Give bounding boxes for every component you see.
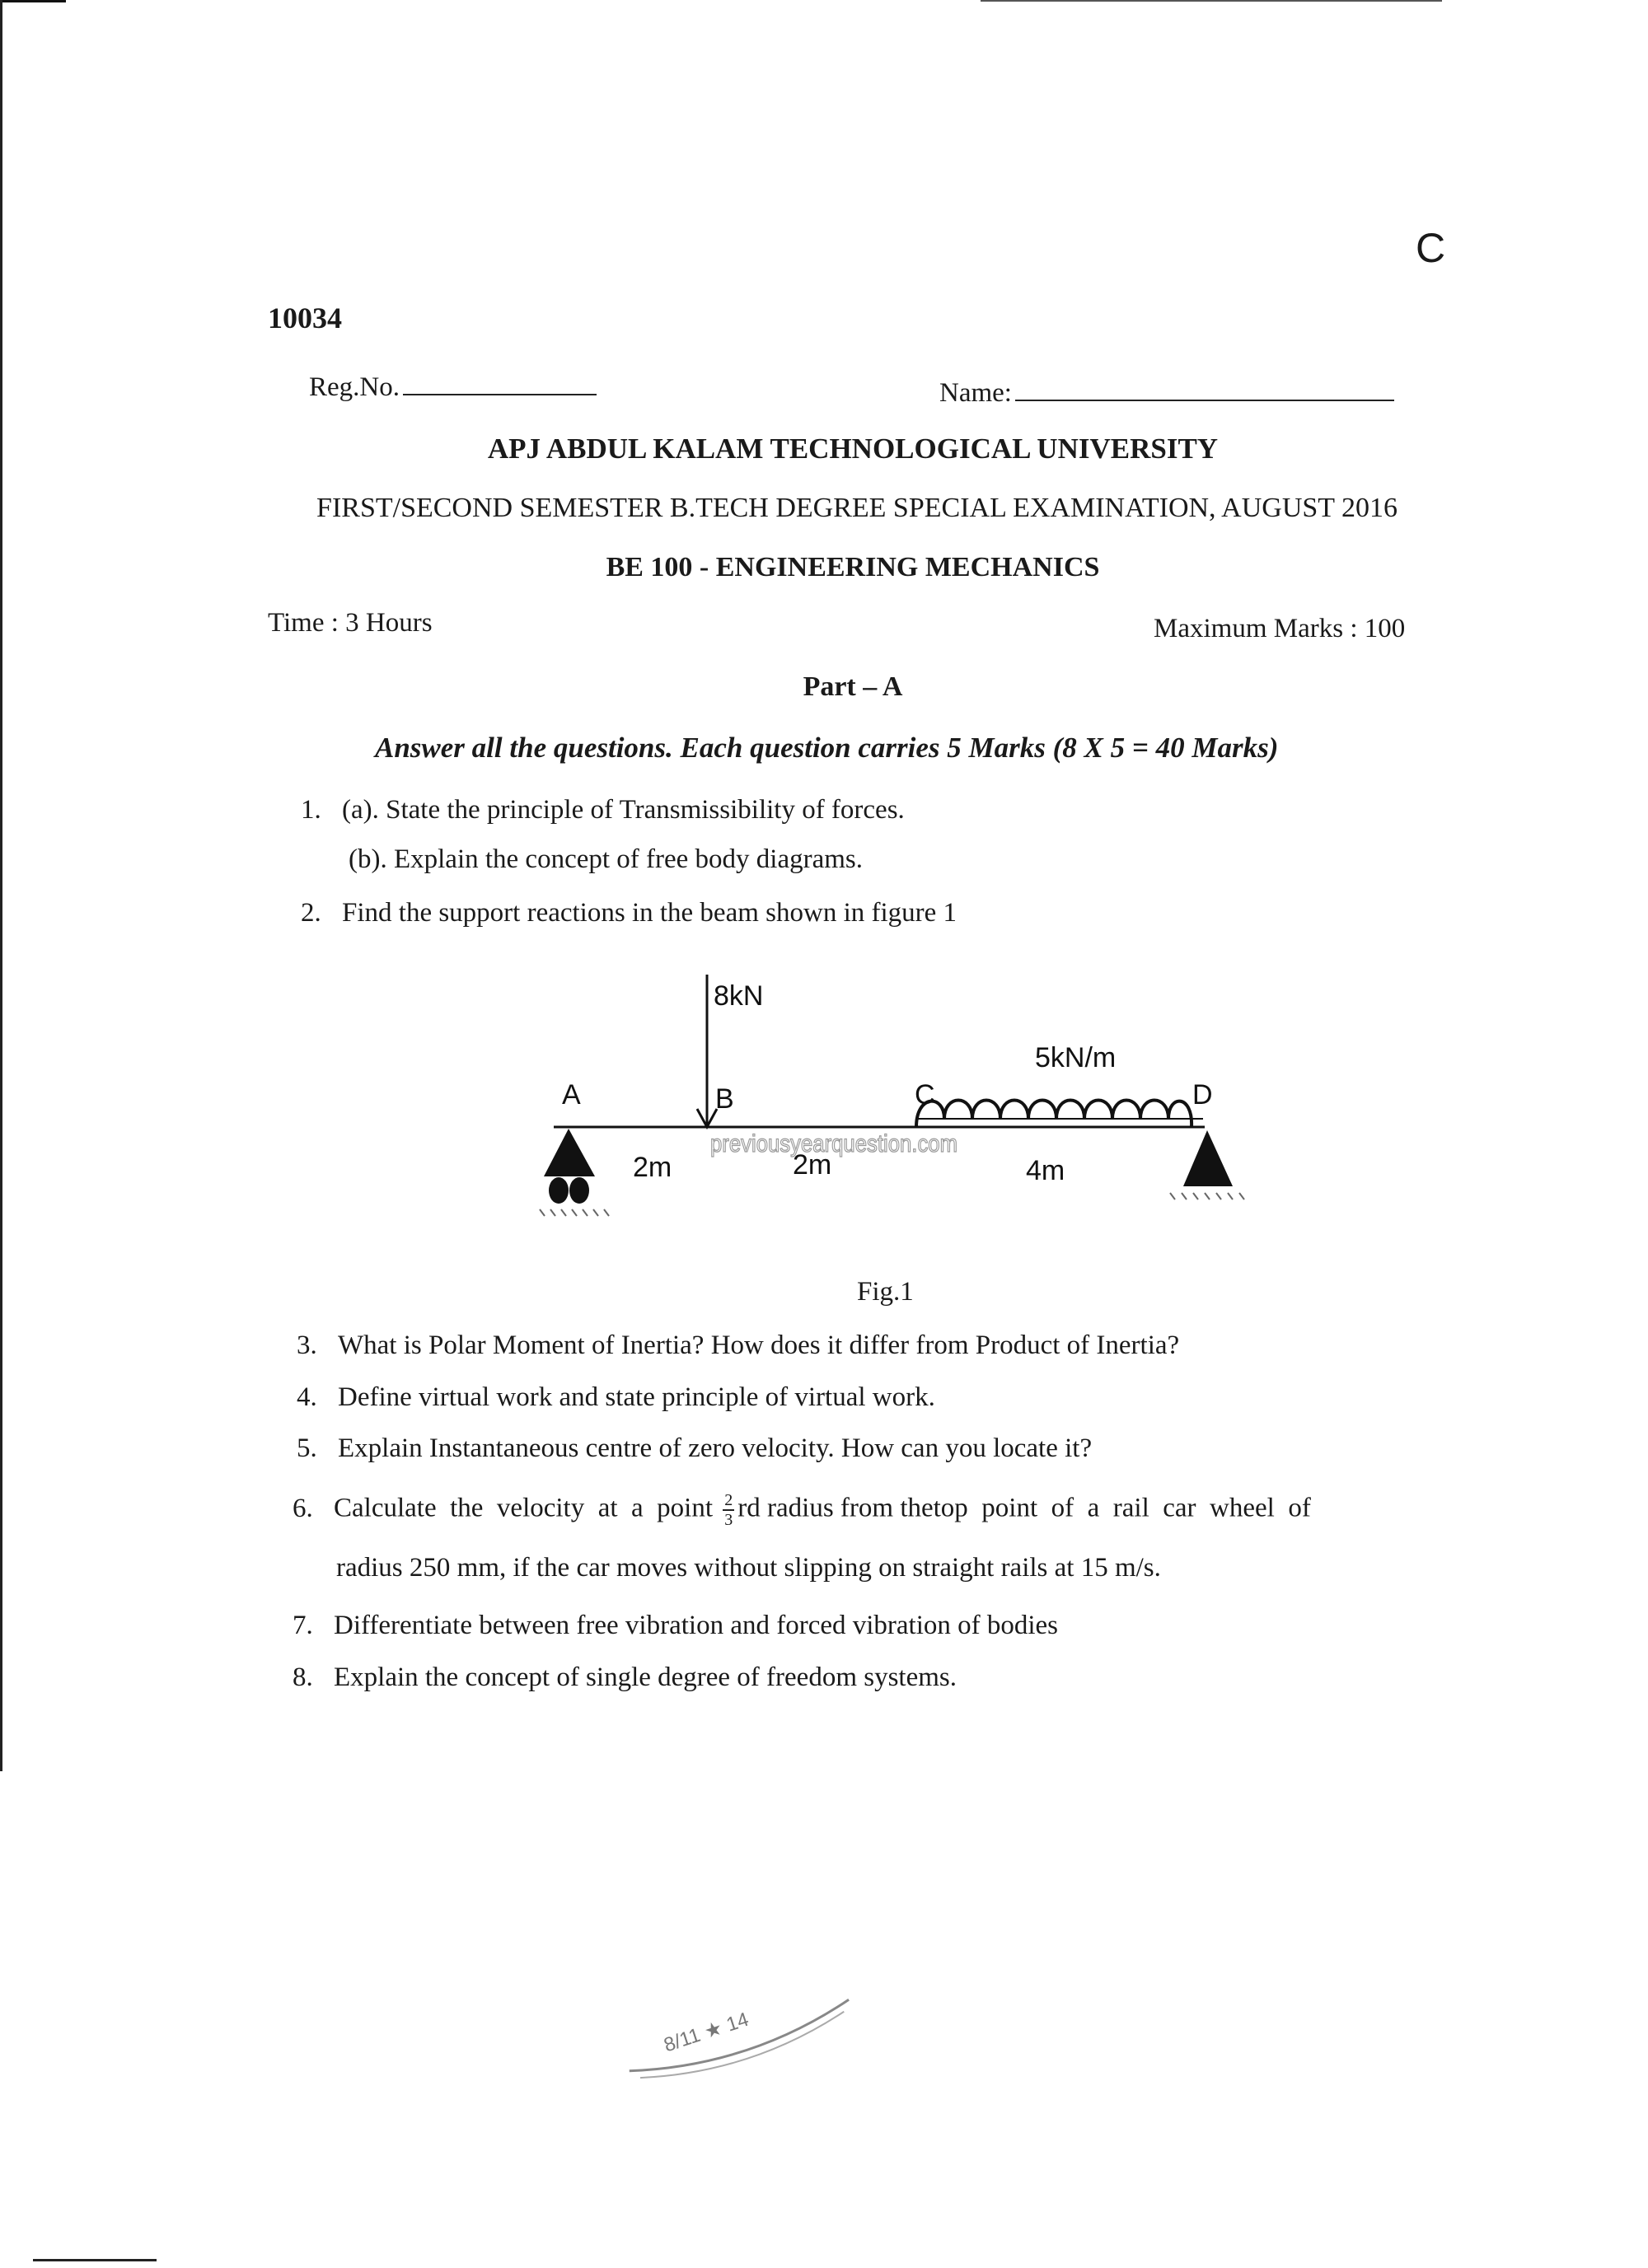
question-number: 7. <box>293 1611 313 1640</box>
fraction-numerator: 2 <box>724 1491 733 1509</box>
question-3 <box>297 1330 1179 1361</box>
question-6-line-2: radius 250 mm, if the car moves without slipping on straight rails at 15 m/s. <box>336 1553 1161 1583</box>
question-text: Differentiate between free vibration and forced vibration of bodies <box>334 1611 1059 1640</box>
question-8 <box>293 1662 957 1693</box>
question-text-before: Calculate the velocity at a point <box>334 1493 714 1523</box>
roller-wheel-left <box>549 1177 569 1204</box>
span-label-bc: 2m <box>793 1149 832 1181</box>
question-2 <box>301 898 957 928</box>
point-load-arrowhead <box>697 1109 717 1127</box>
point-label-b: B <box>715 1083 734 1115</box>
fraction-denominator: 3 <box>724 1511 733 1529</box>
name-field <box>939 375 1394 409</box>
point-label-c: C <box>915 1079 935 1111</box>
scan-edge-bottom <box>33 2259 157 2261</box>
question-number: 3. <box>297 1330 317 1360</box>
question-6 <box>293 1491 1311 1529</box>
question-set-letter: C <box>1416 225 1446 271</box>
load-label-8kn: 8kN <box>714 980 764 1012</box>
question-text: Explain Instantaneous centre of zero velocity. How can you locate it? <box>338 1433 1093 1463</box>
part-instruction: Answer all the questions. Each question carries 5 Marks (8 X 5 = 40 Marks) <box>375 732 1279 764</box>
question-number: 4. <box>297 1382 317 1412</box>
point-label-a: A <box>562 1079 581 1111</box>
name-label: Name: <box>939 378 1012 408</box>
question-text-after: rd radius from thetop point of a rail car wheel of <box>737 1493 1311 1523</box>
reg-no-field <box>309 371 597 403</box>
question-text: Explain the concept of single degree of freedom systems. <box>334 1662 957 1692</box>
stamp-text: 8/11 ★ 14 <box>661 2008 751 2057</box>
question-4 <box>297 1382 935 1413</box>
udl-loops <box>916 1101 1192 1128</box>
fraction-two-thirds <box>723 1491 734 1529</box>
point-label-d: D <box>1192 1079 1213 1111</box>
paper-code: 10034 <box>268 302 342 334</box>
maximum-marks: Maximum Marks : 100 <box>1154 614 1406 643</box>
scan-edge-left <box>0 0 2 1771</box>
question-number: 2. <box>301 898 321 928</box>
reg-no-blank <box>403 371 597 395</box>
question-7 <box>293 1611 1058 1641</box>
reg-no-label: Reg.No. <box>309 372 400 402</box>
question-text: Find the support reactions in the beam shown in figure 1 <box>342 898 957 928</box>
scan-edge-top-right <box>981 0 1442 2</box>
question-1a <box>301 795 905 825</box>
question-1b: (b). Explain the concept of free body diagrams. <box>349 844 864 874</box>
name-blank <box>1015 375 1394 401</box>
question-number: 8. <box>293 1662 313 1692</box>
hinge-support-d <box>1183 1130 1233 1186</box>
official-stamp <box>622 1977 857 2095</box>
exam-title: FIRST/SECOND SEMESTER B.TECH DEGREE SPECIAL EXAMINATION, AUGUST 2016 <box>316 493 1398 523</box>
watermark: previousyearquestion.com <box>710 1130 957 1157</box>
question-number: 6. <box>293 1493 313 1523</box>
span-label-cd: 4m <box>1026 1155 1065 1186</box>
ground-hatch-d <box>1170 1193 1244 1199</box>
question-number: 5. <box>297 1433 317 1463</box>
question-5 <box>297 1433 1092 1464</box>
question-text: What is Polar Moment of Inertia? How does it differ from Product of Inertia? <box>338 1330 1180 1360</box>
roller-support-a <box>544 1129 595 1176</box>
course-title: BE 100 - ENGINEERING MECHANICS <box>606 552 1100 582</box>
ground-hatch-a <box>540 1209 609 1216</box>
question-text: (a). State the principle of Transmissibility of forces. <box>342 795 905 825</box>
exam-duration: Time : 3 Hours <box>268 608 433 638</box>
question-text: Define virtual work and state principle of virtual work. <box>338 1382 935 1412</box>
load-label-udl: 5kN/m <box>1035 1042 1117 1073</box>
span-label-ab: 2m <box>633 1152 672 1183</box>
university-title: APJ ABDUL KALAM TECHNOLOGICAL UNIVERSITY <box>487 433 1219 465</box>
question-number: 1. <box>301 795 321 825</box>
figure-caption: Fig.1 <box>857 1277 914 1307</box>
roller-wheel-right <box>569 1177 589 1204</box>
part-heading: Part – A <box>803 671 903 702</box>
scan-edge-top <box>0 0 66 2</box>
